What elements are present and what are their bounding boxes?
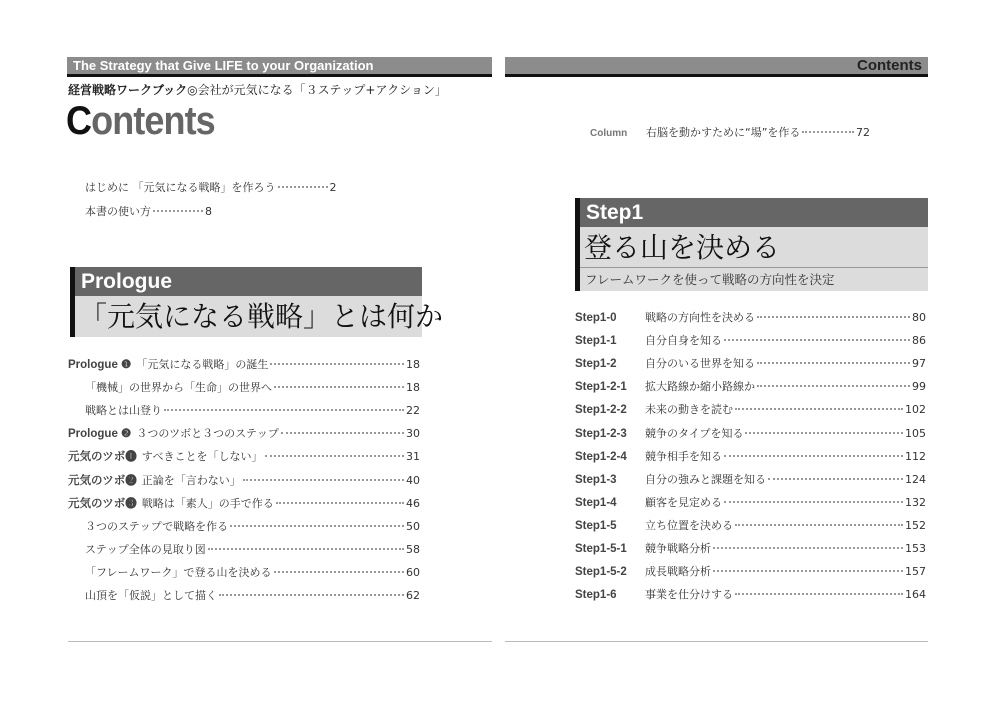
entry-title: 成長戦略分析: [645, 565, 711, 579]
dot-leader: [713, 570, 903, 572]
toc-entry[interactable]: [68, 381, 420, 397]
dot-leader: [265, 455, 404, 457]
entry-title: 正論を「言わない」: [141, 473, 241, 487]
entry-title: 顧客を見定める: [645, 495, 722, 509]
entry-page: 46: [406, 496, 420, 510]
entry-page: 132: [905, 495, 926, 509]
entry-label: Step1-1: [575, 335, 617, 348]
toc-entry[interactable]: [575, 450, 926, 466]
toc-entry[interactable]: [575, 403, 926, 419]
dot-leader: [281, 432, 404, 434]
contents-title: [66, 101, 215, 141]
entry-title: ステップ全体の見取り図: [85, 542, 206, 556]
entry-page: 86: [912, 334, 926, 348]
entry-label: Step1-2-1: [575, 381, 627, 394]
toc-entry[interactable]: [85, 205, 212, 221]
page-divider: [68, 641, 492, 642]
subtitle-bold: 経営戦略ワークブック: [68, 83, 188, 97]
dot-leader: [164, 409, 404, 411]
entry-label: 元気のツボ❶: [68, 451, 137, 464]
dot-leader: [757, 385, 910, 387]
toc-entry[interactable]: [68, 520, 420, 536]
entry-page: 72: [856, 126, 870, 139]
entry-page: 22: [406, 404, 420, 418]
entry-page: 30: [406, 427, 420, 441]
toc-entry[interactable]: [68, 566, 420, 582]
entry-title: 競争のタイプを知る: [645, 426, 744, 440]
dot-leader: [768, 478, 903, 480]
left-page-header: The Strategy that Give LIFE to your Organization: [67, 57, 492, 77]
entry-title: 「機械」の世界から「生命」の世界へ: [85, 381, 272, 395]
entry-page: 164: [905, 588, 926, 602]
entry-title: 未来の動きを読む: [645, 403, 733, 417]
prologue-section-heading: [70, 267, 444, 337]
dot-leader: [270, 363, 404, 365]
entry-page: 112: [905, 449, 926, 463]
dot-leader: [735, 593, 903, 595]
entry-page: 157: [905, 565, 926, 579]
dot-leader: [208, 548, 404, 550]
dot-leader: [745, 432, 903, 434]
page-divider: [505, 641, 928, 642]
entry-page: 58: [406, 542, 420, 556]
dot-leader: [274, 571, 404, 573]
book-subtitle: [68, 83, 447, 97]
entry-page: 80: [912, 311, 926, 324]
title-initial: C: [66, 99, 92, 143]
section-label: Prologue: [75, 267, 422, 296]
entry-title: 立ち位置を決める: [645, 518, 733, 532]
toc-entry[interactable]: [68, 450, 420, 466]
toc-entry[interactable]: [575, 565, 926, 581]
dot-leader: [724, 339, 910, 341]
entry-title: 戦略は「素人」の手で作る: [141, 496, 274, 510]
entry-label: Step1-2-4: [575, 450, 627, 463]
entry-page: 8: [205, 205, 212, 218]
entry-label: Step1-5-1: [575, 543, 627, 555]
entry-title: 戦略とは山登り: [85, 404, 162, 418]
dot-leader: [278, 186, 328, 188]
entry-page: 50: [406, 519, 420, 533]
entry-title: 自分自身を知る: [645, 334, 722, 348]
dot-leader: [724, 455, 903, 457]
entry-page: 153: [905, 542, 926, 555]
toc-entry[interactable]: [575, 519, 926, 535]
entry-title: 競争戦略分析: [645, 542, 711, 555]
section-title: 「元気になる戦略」とは何か: [75, 296, 422, 337]
entry-label: Prologue ❷: [68, 428, 132, 441]
dot-leader: [713, 547, 903, 549]
entry-page: 18: [406, 358, 420, 371]
entry-label: 元気のツボ❸: [68, 497, 137, 510]
entry-title: 山頂を「仮説」として描く: [85, 589, 217, 602]
entry-label: Step1-0: [575, 312, 617, 324]
section-subtitle: フレームワークを使って戦略の方向性を決定: [580, 268, 928, 291]
toc-entry[interactable]: [68, 358, 420, 374]
entry-page: 99: [912, 380, 926, 394]
entry-label: Step1-2-3: [575, 427, 627, 440]
entry-page: 97: [912, 357, 926, 371]
section-title: 登る山を決める: [580, 227, 928, 268]
entry-title: 競争相手を知る: [645, 449, 722, 463]
entry-label: Step1-5: [575, 519, 617, 532]
entry-label: Step1-6: [575, 589, 617, 602]
dot-leader: [219, 594, 404, 596]
right-page-header: Contents: [505, 57, 928, 77]
dot-leader: [243, 479, 404, 481]
toc-entry[interactable]: [68, 497, 420, 513]
column-entry[interactable]: [590, 126, 870, 142]
entry-label: Step1-5-2: [575, 566, 627, 579]
entry-page: 124: [905, 472, 926, 486]
entry-title: ３つのステップで戦略を作る: [85, 519, 229, 533]
entry-label: Step1-3: [575, 473, 617, 486]
toc-entry[interactable]: [575, 473, 926, 489]
title-rest: ontents: [91, 99, 215, 143]
toc-entry[interactable]: [575, 380, 926, 396]
dot-leader: [735, 408, 903, 410]
entry-page: 60: [406, 565, 420, 579]
toc-entry[interactable]: [575, 496, 926, 512]
entry-label: Step1-2: [575, 358, 617, 371]
dot-leader: [735, 524, 903, 526]
dot-leader: [274, 386, 404, 388]
entry-page: 18: [406, 381, 420, 395]
entry-page: 62: [406, 589, 420, 602]
entry-label: 元気のツボ❷: [68, 474, 137, 487]
dot-leader: [757, 362, 910, 364]
toc-entry[interactable]: [575, 542, 926, 558]
entry-title: 「元気になる戦略」の誕生: [136, 358, 269, 371]
entry-page: 105: [905, 426, 926, 440]
dot-leader: [724, 501, 903, 503]
toc-entry[interactable]: [68, 404, 420, 420]
toc-entry[interactable]: [575, 334, 926, 350]
dot-leader: [153, 210, 203, 212]
dot-leader: [276, 502, 404, 504]
entry-page: 102: [905, 403, 926, 417]
dot-leader: [230, 525, 404, 527]
toc-entry[interactable]: [68, 589, 420, 605]
toc-entry[interactable]: [575, 427, 926, 443]
toc-entry[interactable]: [68, 427, 420, 443]
entry-page: 31: [406, 450, 420, 464]
entry-title: ３つのツボと３つのステップ: [136, 427, 279, 441]
entry-title: すべきことを「しない」: [141, 450, 263, 464]
section-label: Step1: [580, 198, 928, 227]
entry-title: 本書の使い方: [85, 205, 151, 218]
entry-page: 40: [406, 473, 420, 487]
toc-entry[interactable]: [575, 588, 926, 604]
entry-title: 戦略の方向性を決める: [645, 311, 755, 324]
entry-label: Step1-4: [575, 496, 617, 509]
step1-section-heading: [575, 198, 928, 291]
entry-page: 2: [329, 181, 337, 194]
entry-page: 152: [905, 518, 926, 532]
dot-leader: [802, 131, 854, 133]
entry-title: 「フレームワーク」で登る山を決める: [85, 565, 272, 579]
subtitle-rest: ◎会社が元気になる「３ステップ+アクション」: [187, 83, 447, 97]
dot-leader: [757, 316, 910, 318]
entry-title: はじめに 「元気になる戦略」を作ろう: [85, 181, 276, 194]
entry-title: 自分の強みと課題を知る: [645, 472, 766, 486]
toc-entry[interactable]: [68, 543, 420, 559]
entry-title: 右脳を動かすために“場”を作る: [646, 126, 801, 139]
entry-label: Column: [590, 128, 628, 139]
entry-title: 自分のいる世界を知る: [645, 357, 755, 371]
entry-label: Step1-2-2: [575, 404, 627, 417]
toc-entry[interactable]: [68, 474, 420, 490]
entry-label: Prologue ❶: [68, 359, 132, 371]
toc-entry[interactable]: [575, 357, 926, 373]
entry-title: 事業を仕分けする: [645, 588, 733, 602]
toc-entry[interactable]: [85, 181, 337, 197]
entry-title: 拡大路線か縮小路線か: [645, 380, 755, 394]
toc-entry[interactable]: [575, 311, 926, 327]
